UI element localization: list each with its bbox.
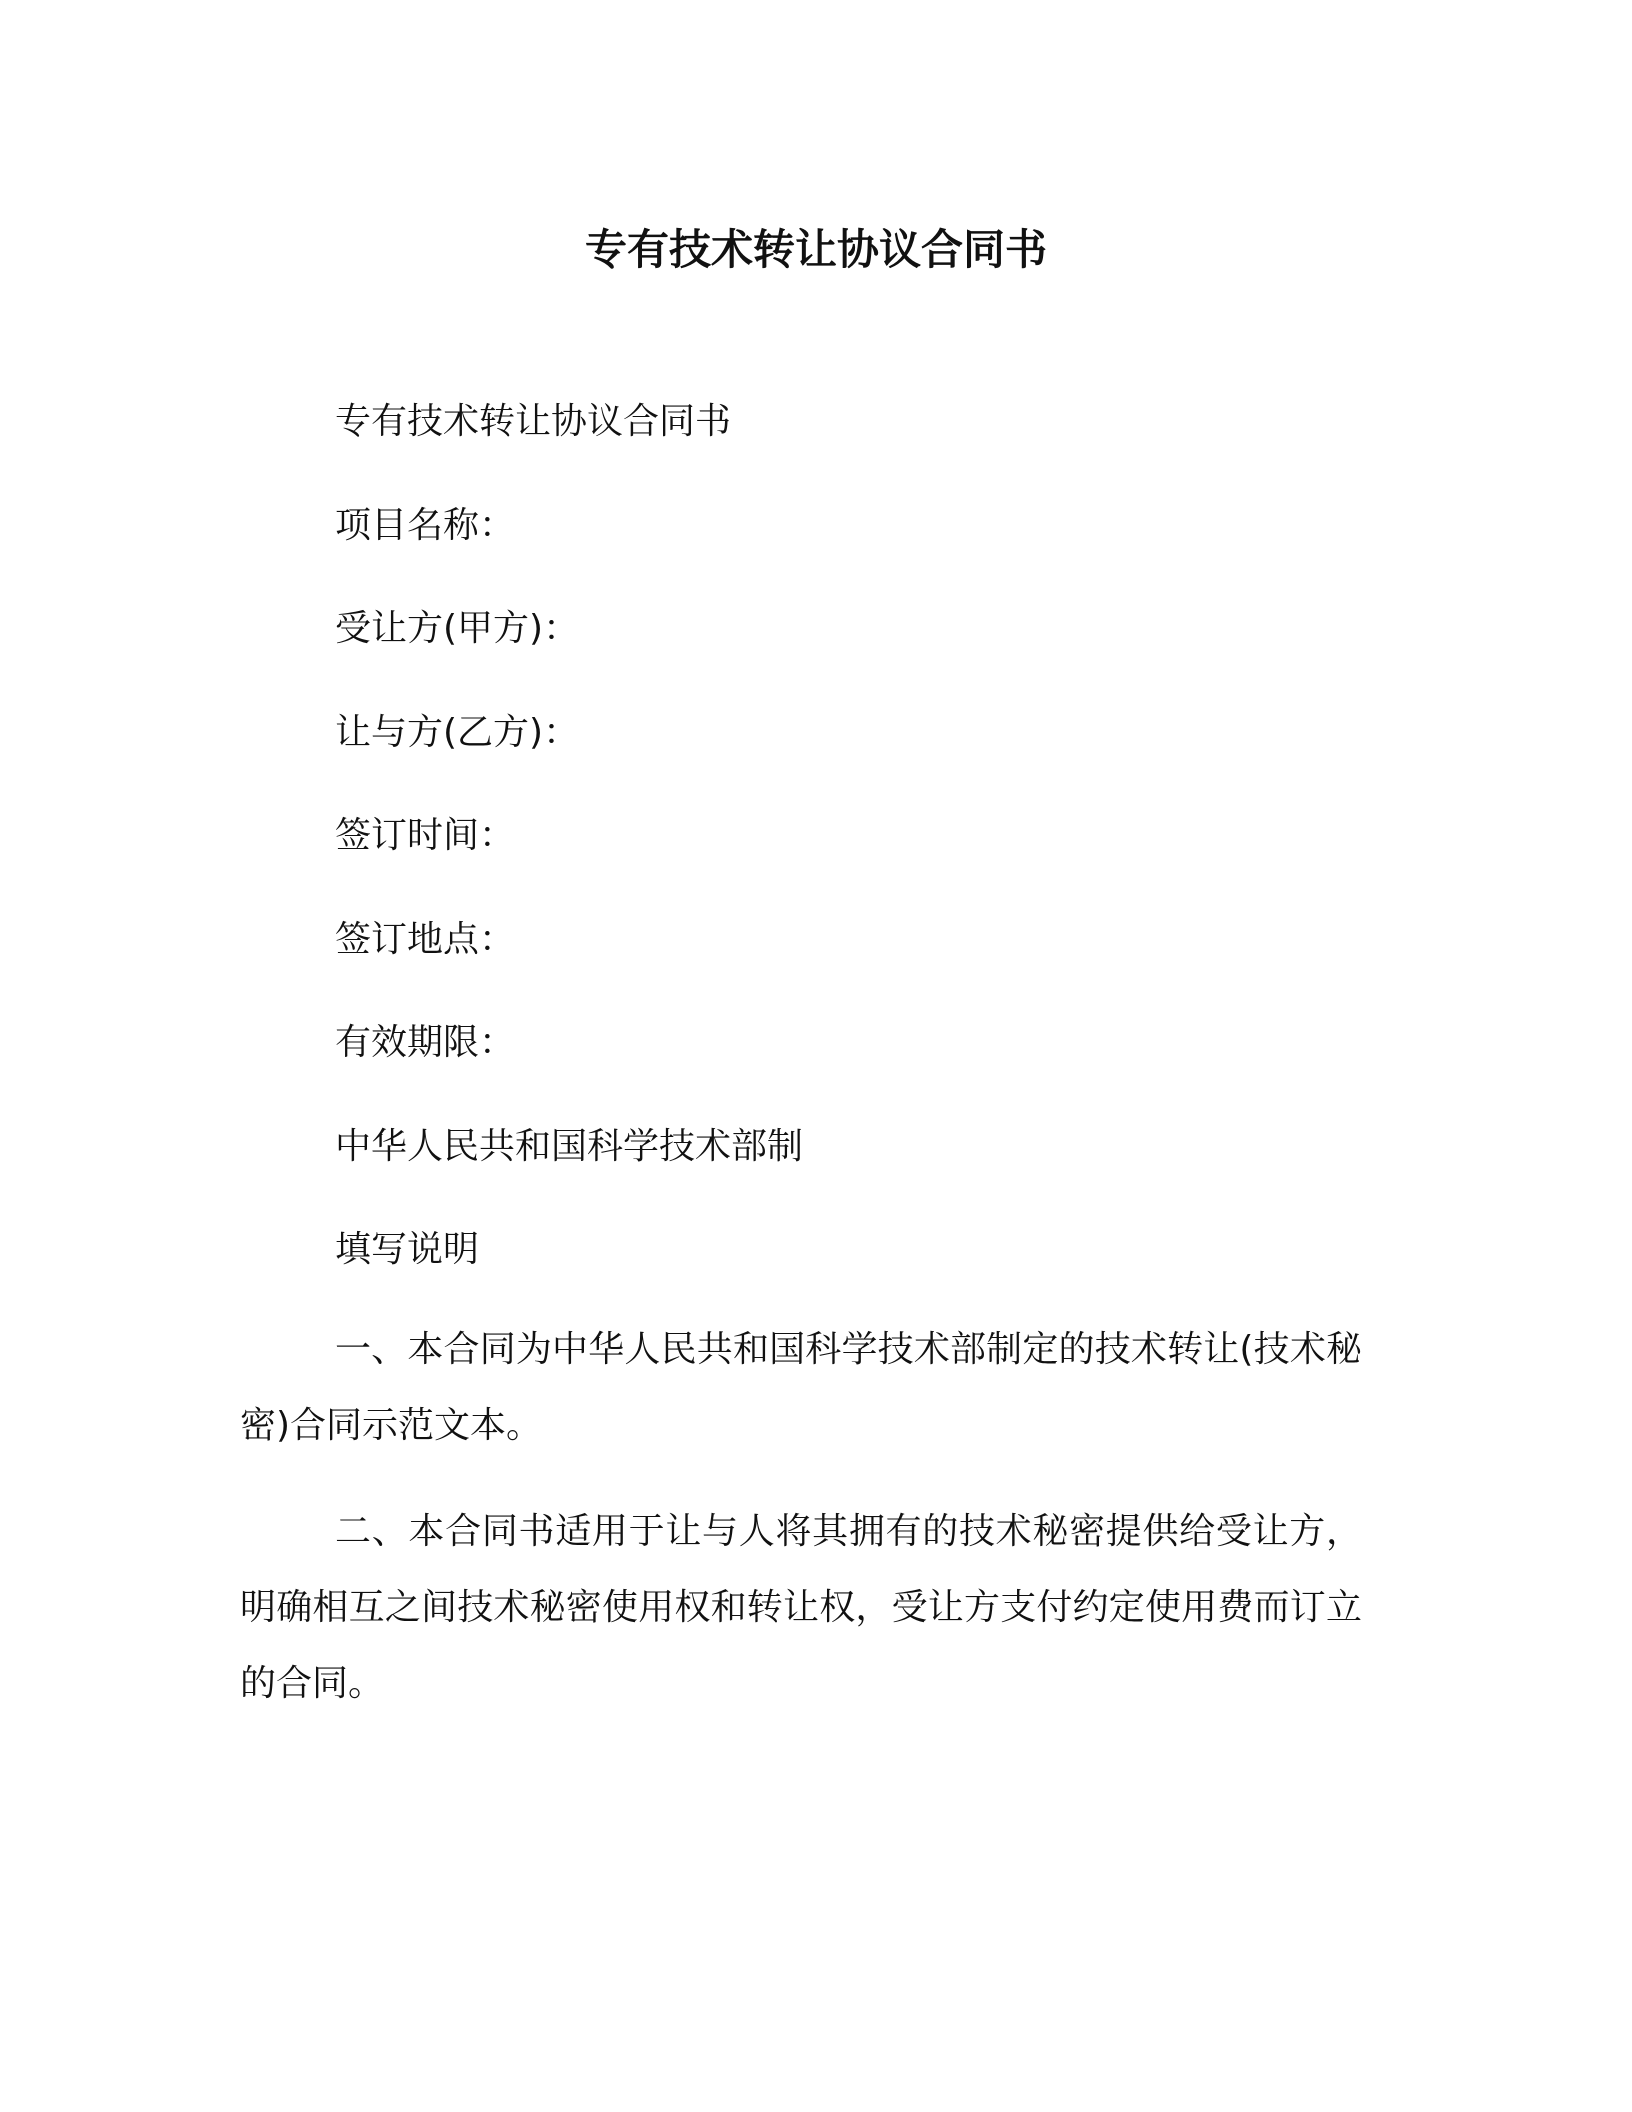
subtitle-line: 专有技术转让协议合同书 — [335, 401, 732, 442]
signing-place-field: 签订地点： — [335, 919, 516, 960]
issuer-line: 中华人民共和国科学技术部制 — [335, 1126, 804, 1167]
transferee-field: 受让方(甲方)： — [335, 608, 580, 649]
document-title: 专有技术转让协议合同书 — [584, 225, 1047, 274]
signing-time-field: 签订时间： — [335, 815, 516, 856]
validity-period-field: 有效期限： — [335, 1022, 516, 1063]
instructions-heading: 填写说明 — [335, 1229, 480, 1270]
instruction-paragraph-1: 一、本合同为中华人民共和国科学技术部制定的技术转让(技术秘密)合同示范文本。 — [240, 1329, 1362, 1446]
transferor-field: 让与方(乙方)： — [335, 712, 580, 753]
instruction-paragraph-2: 二、本合同书适用于让与人将其拥有的技术秘密提供给受让方，明确相互之间技术秘密使用权和转让权，受让方支付约定使用费而订立的合同。 — [240, 1511, 1362, 1704]
project-name-field: 项目名称： — [335, 505, 516, 546]
